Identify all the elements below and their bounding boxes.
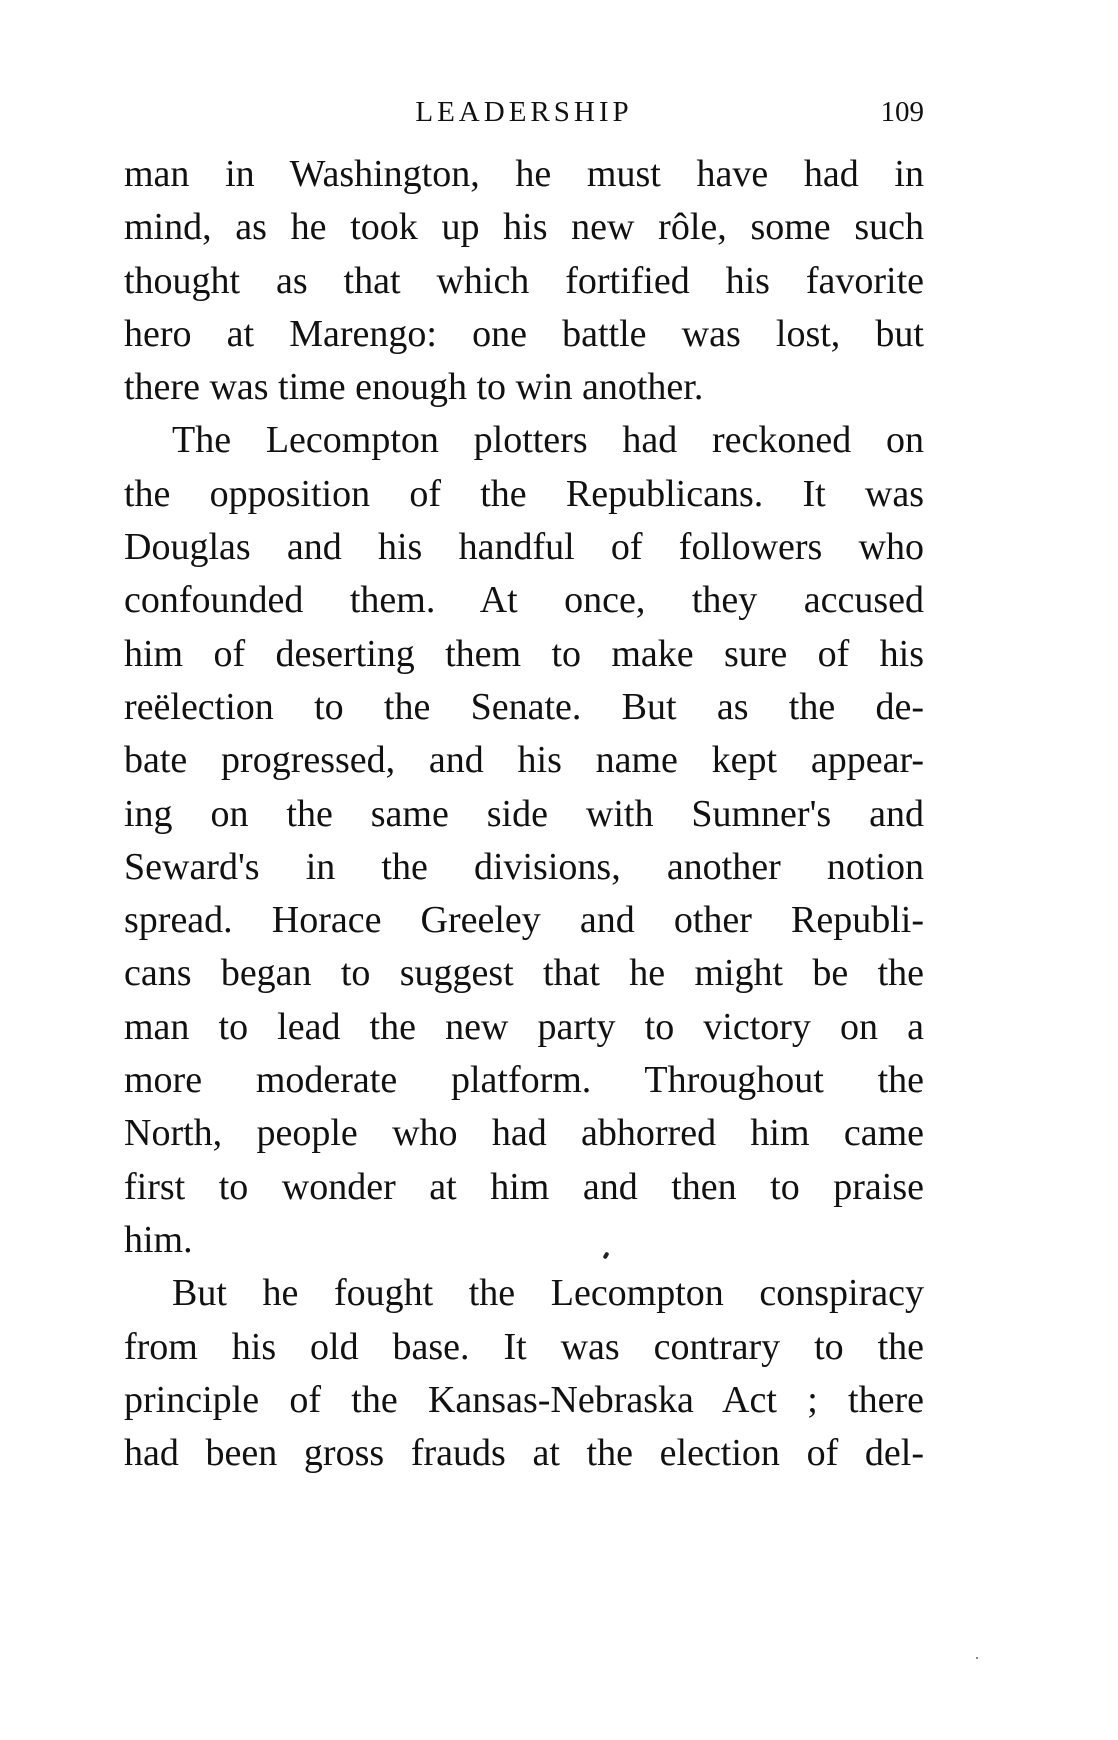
text-line: Douglas and his handful of followers who	[124, 526, 924, 569]
text-line: him.	[124, 1218, 193, 1261]
paragraph-3	[124, 1267, 924, 1480]
text-line: man in Washington, he must have had in	[124, 153, 924, 195]
text-line: mind, as he took up his new rôle, some such	[124, 206, 924, 249]
dust-speck	[976, 1657, 978, 1659]
text-line: The Lecompton plotters had reckoned on	[172, 419, 924, 462]
page-header	[124, 92, 924, 132]
text-line: thought as that which fortified his favorite	[124, 259, 924, 302]
paragraph-2	[124, 414, 924, 1267]
text-line: ing on the same side with Sumner's and	[124, 792, 924, 835]
text-line: spread. Horace Greeley and other Republi-	[124, 899, 924, 942]
body-text	[124, 148, 924, 1480]
text-line: reëlection to the Senate. But as the de-	[124, 685, 924, 728]
text-line: But he fought the Lecompton conspiracy	[172, 1272, 924, 1315]
text-line: Seward's in the divisions, another notion	[124, 845, 924, 888]
text-line: there was time enough to win another.	[124, 366, 704, 409]
text-line: the opposition of the Republicans. It was	[124, 472, 924, 515]
text-line: him of deserting them to make sure of his	[124, 632, 924, 675]
text-line: man to lead the new party to victory on a	[124, 1005, 924, 1048]
text-line: more moderate platform. Throughout the	[124, 1059, 924, 1102]
text-line: principle of the Kansas-Nebraska Act ; there	[124, 1378, 924, 1421]
text-line: first to wonder at him and then to praise	[124, 1165, 924, 1208]
text-line: had been gross frauds at the election of del-	[124, 1432, 924, 1475]
page-number: 109	[880, 96, 924, 128]
text-line: hero at Marengo: one battle was lost, but	[124, 312, 924, 355]
text-line: North, people who had abhorred him came	[124, 1112, 924, 1155]
paragraph-1	[124, 148, 924, 414]
text-line: from his old base. It was contrary to the	[124, 1325, 924, 1368]
text-line: bate progressed, and his name kept appear-	[124, 739, 924, 782]
text-line: confounded them. At once, they accused	[124, 579, 924, 622]
text-line: cans began to suggest that he might be the	[124, 952, 924, 995]
running-title: LEADERSHIP	[415, 96, 633, 128]
